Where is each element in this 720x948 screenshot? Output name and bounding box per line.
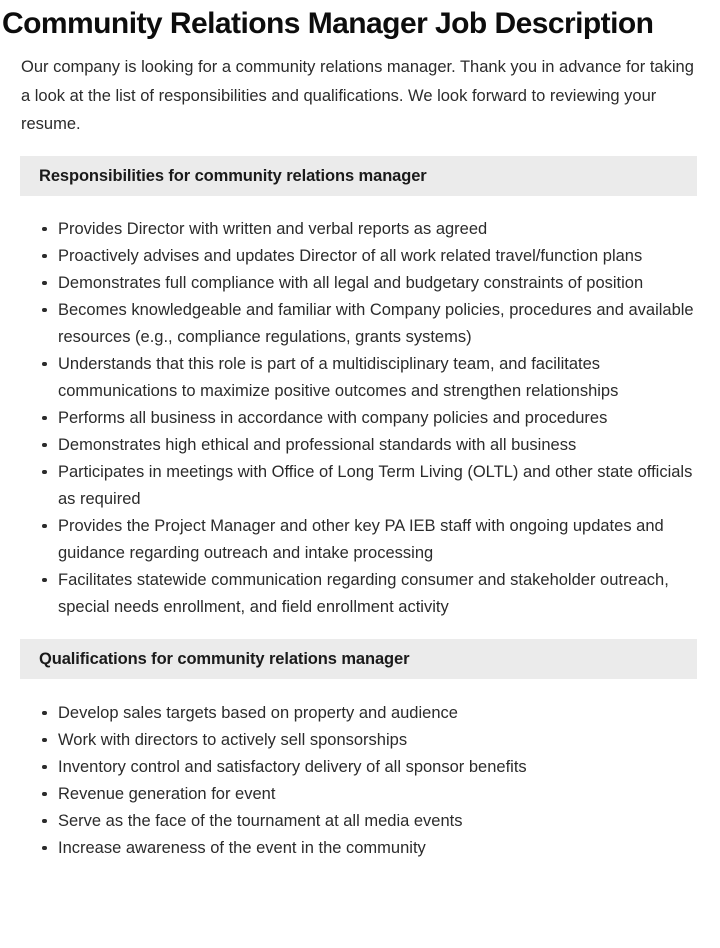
- intro-paragraph: Our company is looking for a community relations manager. Thank you in advance for taking a look at the list of responsibilities and qualifications. We look forward to reviewing your resume.: [21, 58, 694, 133]
- section-header-responsibilities: [20, 156, 697, 196]
- qualification-item: Revenue generation for event: [0, 781, 720, 808]
- qualifications-list: [0, 700, 720, 862]
- responsibility-item: Performs all business in accordance with company policies and procedures: [0, 405, 720, 432]
- responsibility-item: Provides Director with written and verbal reports as agreed: [0, 216, 720, 243]
- qualification-item: Develop sales targets based on property and audience: [0, 700, 720, 727]
- responsibility-item: Provides the Project Manager and other key PA IEB staff with ongoing updates and guidance regarding outreach and intake processing: [0, 513, 720, 567]
- responsibility-item: Becomes knowledgeable and familiar with Company policies, procedures and available resources (e.g., compliance regulations, grants systems): [0, 297, 720, 351]
- section-heading-label: Responsibilities for community relations manager: [39, 166, 427, 185]
- responsibility-item: Understands that this role is part of a multidisciplinary team, and facilitates communications to maximize positive outcomes and strengthen relationships: [0, 351, 720, 405]
- page-title: Community Relations Manager Job Description: [2, 7, 654, 40]
- section-heading-label: Qualifications for community relations manager: [39, 649, 410, 668]
- qualification-item: Inventory control and satisfactory delivery of all sponsor benefits: [0, 754, 720, 781]
- responsibility-item: Demonstrates high ethical and professional standards with all business: [0, 432, 720, 459]
- responsibility-item: Participates in meetings with Office of Long Term Living (OLTL) and other state officials as required: [0, 459, 720, 513]
- responsibility-item: Demonstrates full compliance with all legal and budgetary constraints of position: [0, 270, 720, 297]
- qualification-item: Serve as the face of the tournament at all media events: [0, 808, 720, 835]
- responsibility-item: Proactively advises and updates Director of all work related travel/function plans: [0, 243, 720, 270]
- responsibility-item: Facilitates statewide communication regarding consumer and stakeholder outreach, special needs enrollment, and field enrollment activity: [0, 567, 720, 621]
- qualification-item: Work with directors to actively sell sponsorships: [0, 727, 720, 754]
- section-header-qualifications: [20, 639, 697, 679]
- responsibilities-list: [0, 216, 720, 621]
- qualification-item: Increase awareness of the event in the community: [0, 835, 720, 862]
